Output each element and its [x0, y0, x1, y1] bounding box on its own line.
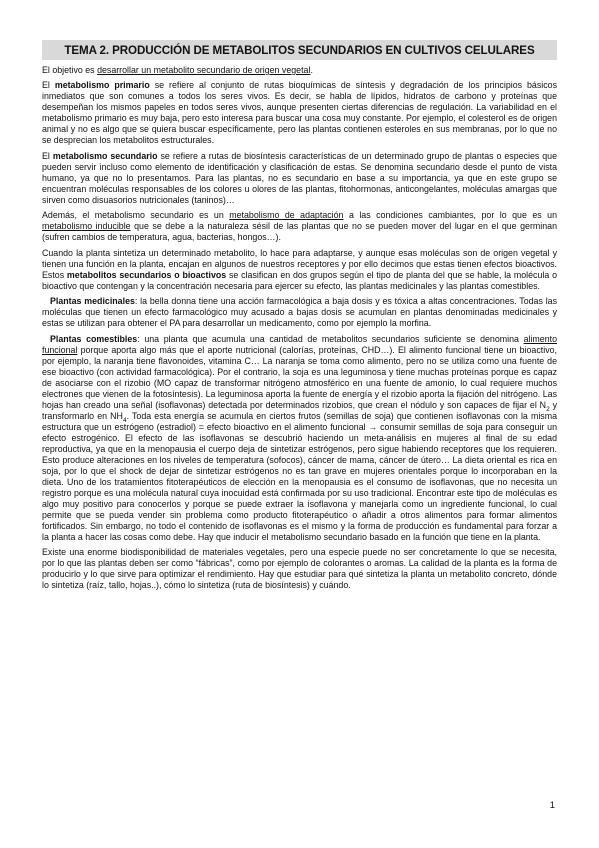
paragraph-medicinal-plants: Plantas medicinales: la bella donna tiene una acción farmacológica a baja dosis y es tóxica a altas concentraciones. Todas las moléculas que tienen un efecto farmacológico muy acusado a bajas dosis se acumulan en plantas denominadas medicinales y estas se utilizan para obtener el PA para desarrollar un medicamento, como por ejemplo la morfina.: [42, 296, 558, 329]
bold-term: Plantas medicinales: [50, 296, 135, 307]
page-number: 1: [549, 800, 555, 811]
underlined-text: metabolismo de adaptación: [229, 210, 344, 221]
paragraph-primary-metabolism: El metabolismo primario se refiere al conjunto de rutas bioquímicas de síntesis y degradación de los principios básicos inmediatos que son comunes a todos los seres vivos. Es decir, se habla de lípidos, hidratos de carbono y proteínas que desempeñan los mismos papeles en todos seres vivos, aunque presenten ciertas diferencias de regulación. La variabilidad en el metabolismo primario es muy baja, pero esto interesa para buscar una cosa muy constante. Por ejemplo, el colesterol es de origen animal y no es algo que se quiera buscar específicamente, pero las plantas contienen esteroles en sus membranas, por lo que no se desprecian los metabolitos estructurales.: [42, 80, 557, 146]
paragraph-secondary-metabolism: El metabolismo secundario se refiere a rutas de biosíntesis características de un determinado grupo de plantas o especies que pueden servir incluso como elemento de identificación y clasificación de estas. Se denomina secundario desde el punto de vista humano, ya que no lo presentamos. Para las plantas, no es secundario en base a su importancia, ya que en este grupo se encuentran moléculas responsables de los colores u olores de las plantas, fitohormonas, anticongelantes, moléculas amargas que sirven como disuasorios nutricionales (taninos)…: [42, 150, 558, 205]
bold-term: Plantas comestibles: [50, 333, 138, 344]
underlined-text: alimento funcional: [42, 333, 557, 355]
document-body: [42, 65, 557, 596]
paragraph-biodisponibility: Existe una enorme biodisponibilidad de materiales vegetales, pero una especie puede no ser concretamente lo que se necesita, por lo que las plantas deben ser como “fábricas”, como por ejemplo de colorantes o aromas. La calidad de la planta es la forma de producirlo y lo que sirve para optimizar el rendimiento. Hay que estudiar para qué sintetiza la planta un metabolito concreto, dónde lo sintetiza (raíz, tallo, hojas..), cómo lo sintetiza (ruta de biosíntesis) y cuándo.: [42, 547, 557, 591]
subscript: 4: [122, 416, 127, 424]
paragraph-adaptation: Además, el metabolismo secundario es un metabolismo de adaptación a las condiciones cambiantes, por lo que es un metabolismo inducible que se debe a la naturaleza sésil de las plantas que no se pueden mover del lugar en el que germinan (sufren cambios de temperatura, agua, bacterias, hongos…).: [42, 210, 557, 243]
underlined-text: metabolismo inducible: [42, 221, 131, 232]
paragraph-objective: El objetivo es desarrollar un metabolito secundario de origen vegetal.: [42, 65, 313, 75]
bold-term: metabolismo secundario: [52, 150, 158, 161]
bold-term: metabolismo primario: [54, 80, 150, 91]
underlined-text: desarrollar un metabolito secundario de origen vegetal: [97, 65, 311, 75]
paragraph-bioactive: Cuando la planta sintetiza un determinado metabolito, lo hace para adaptarse, y aunque esas moléculas son de origen vegetal y tienen una función en la planta, encajan en algunos de nuestros receptores y por ello decimos que estas tienen efectos bioactivos. Estos metabolitos secundarios o bioactivos se clasifican en dos grupos según el tipo de planta del que se hable, la molécula o bioactivo que contengan y la concentración necesaria para ejercer su efecto, las plantas medicinales y las plantas comestibles.: [42, 247, 557, 291]
subscript: 2: [546, 405, 550, 413]
page-title: TEMA 2. PRODUCCIÓN DE METABOLITOS SECUNDARIOS EN CULTIVOS CELULARES: [42, 40, 557, 60]
paragraph-edible-plants: Plantas comestibles: una planta que acumula una cantidad de metabolitos secundarios suficiente se denomina alimento funcional porque aporta algo más que el aporte nutricional (calorías, proteínas, CHD…). El alimento funcional tiene un bioactivo, por ejemplo, la naranja tiene flavonoides, vitamina C… La naranja se toma como alimento, pero no se utiliza como una fuente de ese bioactivo (con actividad farmacológica). Por el contrario, la soja es una leguminosa y tiene muchas proteínas porque es capaz de asociarse con el rizobio (MO capaz de transformar nitrógeno atmosférico en una fuente de amonio, lo cual requiere muchos electrones que vienen de la fotosíntesis). La leguminosa aporta la fuente de energía y el rizobio aporta la fijación del nitrógeno. Las hojas han creado una señal (isoflavonas) detectada por determinados rizobios, que crean el nódulo y son capaces de fijar el $N_2$ y transformarlo en $NH_4$. Toda esta energía se acumula en ciertos frutos (semillas de soja) que contienen isoflavonas con la misma estructura que un estrógeno (estradiol) = efecto bioactivo en el alimento funcional → consumir semillas de soja para conseguir un efecto estrogénico. El efecto de las isoflavonas se descubrió haciendo un meta-análisis en mujeres al final de su edad reproductiva, ya que en la menopausia el cuerpo deja de sintetizar estrógenos, pero sigue habiendo receptores que los requieren. Esto produce alteraciones en los niveles de temperatura (sofocos), cáncer de mama, cáncer de útero… La dieta oriental es rica en soja, por lo que el shock de dejar de sintetizar estrógenos no es tan grave en mujeres orientales porque lo incorporaban en la dieta. Uno de los tratamientos fitoterapéuticos de elección en la menopausia es el consumo de isoflavonas, que no necesita un registro porque es una molécula natural cuya inocuidad está confirmada por su uso tradicional. Encontrar este tipo de moléculas es algo muy positivo para conocerlos y porque se puede extraer la isoflavona y manejarla como un ingrediente funcional, lo cual permite que se pueda vender sin problema como producto fitoterapéutico o añadir a otros alimentos para formar alimentos fortificados. Sin embargo, no todo el contenido de isoflavonas es el mismo y la forma de producción es fundamental para forzar a la planta a hacer las cosas como debe. Hay que inducir el metabolismo secundario basado en la función que tiene en la planta.: [42, 333, 557, 542]
bold-term: metabolitos secundarios o bioactivos: [66, 269, 227, 280]
